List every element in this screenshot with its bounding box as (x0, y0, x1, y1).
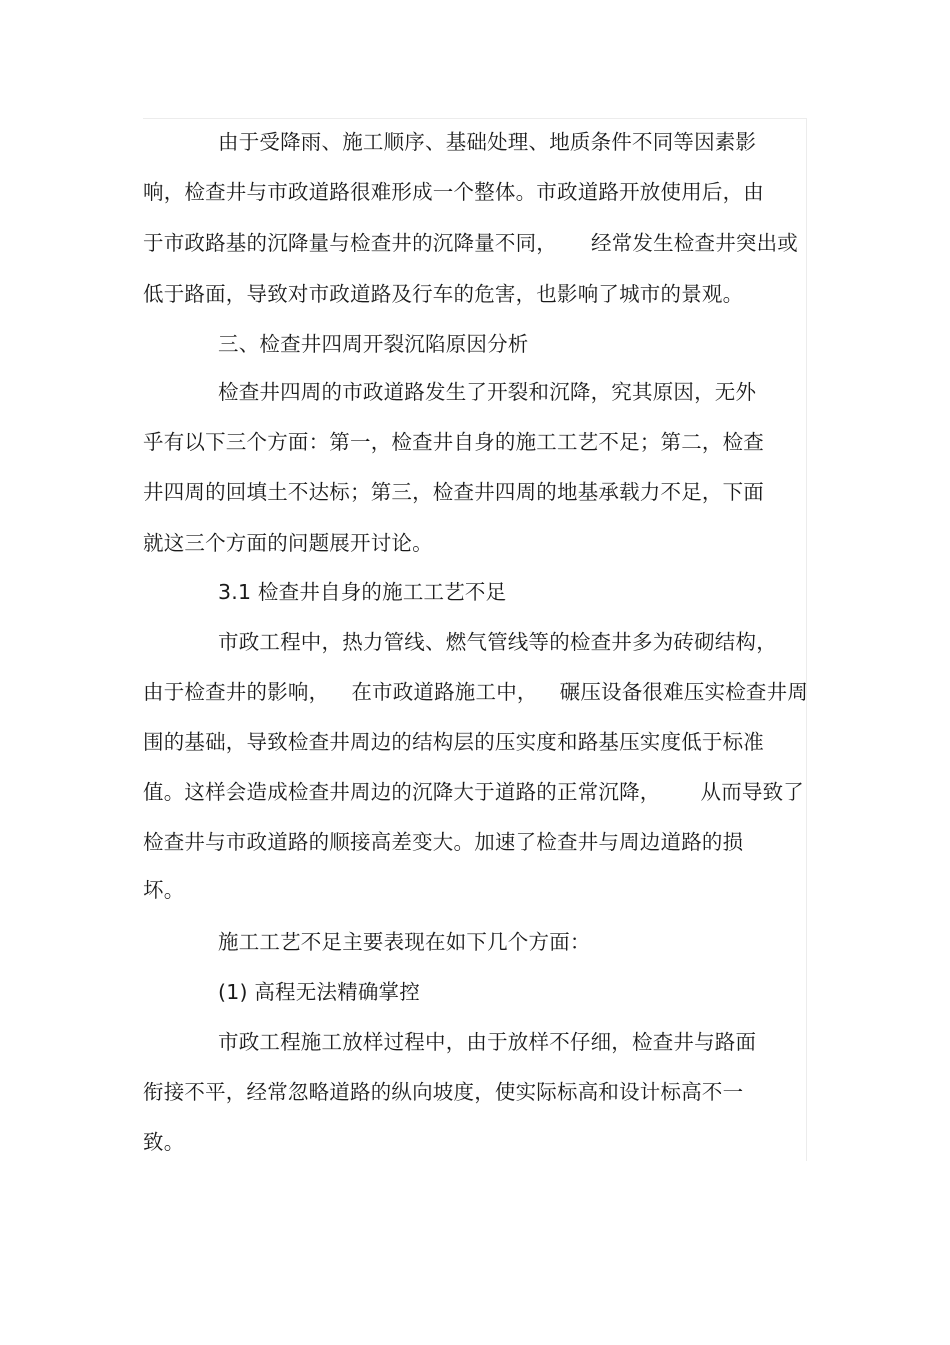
paragraph-line: 施工工艺不足主要表现在如下几个方面： (218, 930, 591, 954)
text-segment: 碾压设备很难压实检查井周 (559, 680, 809, 704)
text-segment: 在市政道路施工中， (351, 680, 538, 704)
paragraph-line: 就这三个方面的问题展开讨论。 (143, 531, 433, 555)
paragraph-line: 坏。 (143, 878, 185, 902)
subsection-heading: 3.1 检查井自身的施工工艺不足 (218, 580, 507, 604)
paragraph-line: 响，检查井与市政道路很难形成一个整体。市政道路开放使用后，由 (143, 180, 764, 204)
text-segment: 经常发生检查井突出或 (591, 231, 798, 255)
paragraph-line: 市政工程施工放样过程中，由于放样不仔细，检查井与路面 (218, 1030, 757, 1054)
text-segment: 值。这样会造成检查井周边的沉降大于道路的正常沉降， (143, 780, 661, 804)
paragraph-line: 井四周的回填土不达标；第三，检查井四周的地基承载力不足，下面 (143, 480, 764, 504)
paragraph-line (143, 778, 804, 806)
text-segment: 从而导致了 (700, 780, 804, 804)
paragraph-line: 市政工程中，热力管线、燃气管线等的检查井多为砖砌结构， (218, 630, 777, 654)
paragraph-line: 衔接不平，经常忽略道路的纵向坡度，使实际标高和设计标高不一 (143, 1080, 744, 1104)
paragraph-line: 低于路面，导致对市政道路及行车的危害，也影响了城市的景观。 (143, 282, 744, 306)
paragraph-line: 由于受降雨、施工顺序、基础处理、地质条件不同等因素影 (218, 130, 757, 154)
paragraph-line: 检查井四周的市政道路发生了开裂和沉降，究其原因，无外 (218, 380, 757, 404)
paragraph-line: 围的基础，导致检查井周边的结构层的压实度和路基压实度低于标准 (143, 730, 764, 754)
list-item-heading: (1) 高程无法精确掌控 (218, 980, 420, 1004)
text-segment: 于市政路基的沉降量与检查井的沉降量不同， (143, 231, 557, 255)
paragraph-line: 致。 (143, 1130, 185, 1154)
paragraph-line (143, 229, 798, 257)
paragraph-line: 乎有以下三个方面：第一，检查井自身的施工工艺不足；第二，检查 (143, 430, 764, 454)
section-heading: 三、检查井四周开裂沉陷原因分析 (218, 332, 529, 356)
text-segment: 由于检查井的影响， (143, 680, 330, 704)
paragraph-line (143, 678, 808, 706)
paragraph-line: 检查井与市政道路的顺接高差变大。加速了检查井与周边道路的损 (143, 830, 744, 854)
